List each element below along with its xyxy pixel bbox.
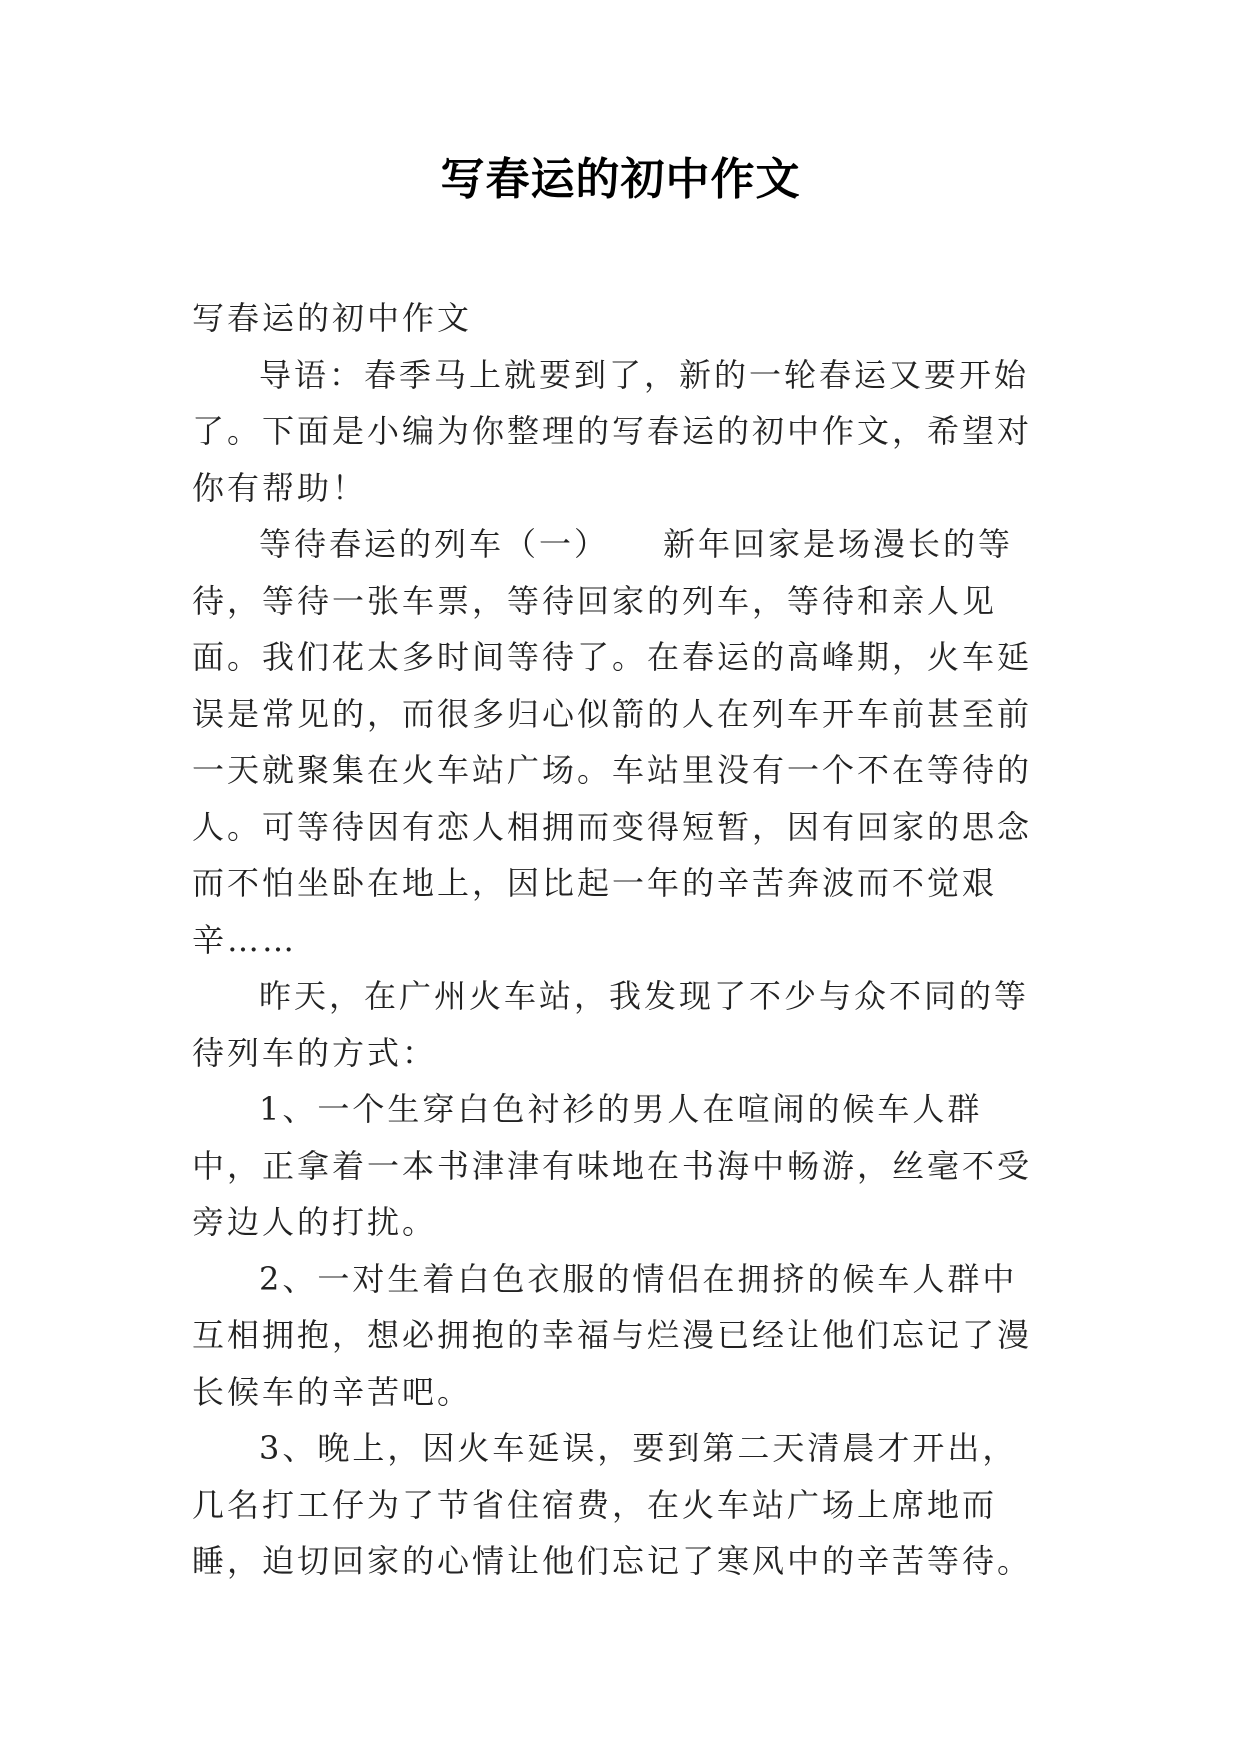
document-body (192, 290, 1052, 1590)
paragraph-heading: 写春运的初中作文 (192, 299, 473, 337)
document-title: 写春运的初中作文 (440, 154, 801, 205)
paragraph-guangzhou: 昨天，在广州火车站，我发现了不少与众不同的等待列车的方式： (192, 977, 1030, 1072)
paragraph-item-1: 1、一个生穿白色衬衫的男人在喧闹的候车人群中，正拿着一本书津津有味地在书海中畅游，丝毫不受旁边人的打扰。 (192, 1090, 1033, 1241)
paragraph-item-3: 3、晚上，因火车延误，要到第二天清晨才开出，几名打工仔为了节省住宿费，在火车站广场上席地而睡，迫切回家的心情让他们忘记了寒风中的辛苦等待。 (192, 1429, 1033, 1580)
paragraph-intro: 导语：春季马上就要到了，新的一轮春运又要开始了。下面是小编为你整理的写春运的初中作文，希望对你有帮助！ (192, 355, 1033, 507)
paragraph-item-2: 2、一对生着白色衣服的情侣在拥挤的候车人群中互相拥抱，想必拥抱的幸福与烂漫已经让他们忘记了漫长候车的辛苦吧。 (192, 1259, 1033, 1411)
paragraph-waiting: 等待春运的列车（一） 新年回家是场漫长的等待，等待一张车票，等待回家的列车，等待和亲人见面。我们花太多时间等待了。在春运的高峰期，火车延误是常见的，而很多归心似箭的人在列车开车前甚至前一天就聚集在火车站广场。车站里没有一个不在等待的人。可等待因有恋人相拥而变得短暂，因有回家的思念而不怕坐卧在地上，因比起一年的辛苦奔波而不觉艰辛…… (192, 525, 1033, 959)
